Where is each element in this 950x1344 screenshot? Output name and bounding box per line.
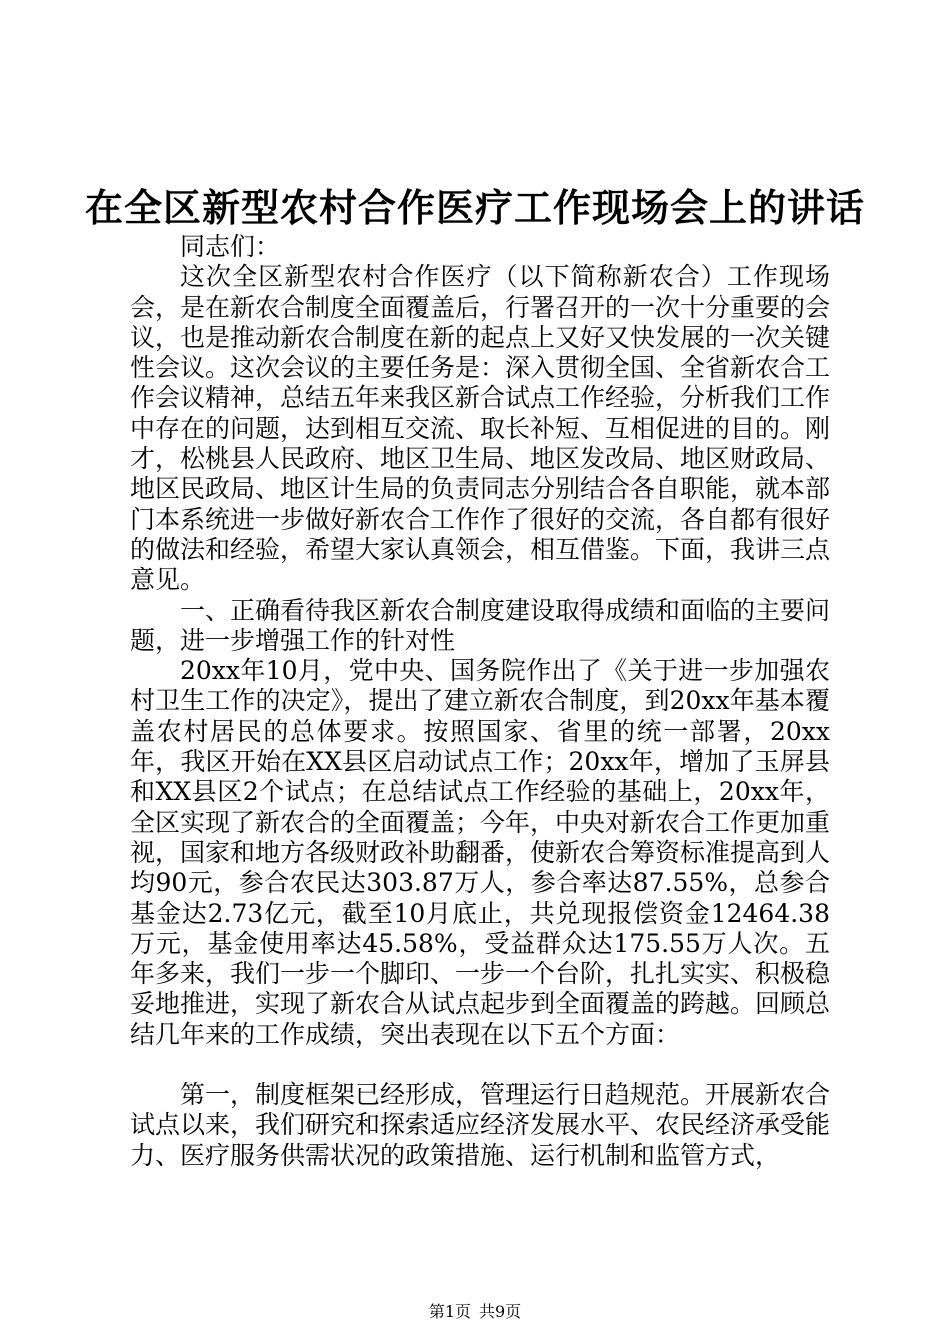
paragraph: 这次全区新型农村合作医疗（以下简称新农合）工作现场会，是在新农合制度全面覆盖后，行署召开的一次十分重要的会议，也是推动新农合制度在新的起点上又好又快发展的一次关键性会议。这次会议的主要任务是：深入贯彻全国、全省新农合工作会议精神，总结五年来我区新合试点工作经验，分析我们工作中存在的问题，达到相互交流、取长补短、互相促进的目的。刚才，松桃县人民政府、地区卫生局、地区发改局、地区财政局、地区民政局、地区计生局的负责同志分别结合各自职能，就本部门本系统进一步做好新农合工作作了很好的交流，各自都有很好的做法和经验，希望大家认真领会，相互借鉴。下面，我讲三点意见。 xyxy=(130,262,831,595)
paragraph: 20xx年10月，党中央、国务院作出了《关于进一步加强农村卫生工作的决定》，提出了建立新农合制度，到20xx年基本覆盖农村居民的总体要求。按照国家、省里的统一部署，20xx年，我区开始在XX县区启动试点工作；20xx年，增加了玉屏县和XX县区2个试点；在总结试点工作经验的基础上，20xx年，全区实现了新农合的全面覆盖；今年，中央对新农合工作更加重视，国家和地方各级财政补助翻番，使新农合筹资标准提高到人均90元，参合农民达303.87万人，参合率达87.55%，总参合基金达2.73亿元，截至10月底止，共兑现报偿资金12464.38万元，基金使用率达45.58%，受益群众达175.55万人次。五年多来，我们一步一个脚印、一步一个台阶，扎扎实实、积极稳妥地推进，实现了新农合从试点起步到全面覆盖的跨越。回顾总结几年来的工作成绩，突出表现在以下五个方面： xyxy=(130,656,831,1049)
paragraph: 第一，制度框架已经形成，管理运行日趋规范。开展新农合试点以来，我们研究和探索适应经济发展水平、农民经济承受能力、医疗服务供需状况的政策措施、运行机制和监管方式， xyxy=(130,1080,831,1170)
document-body xyxy=(130,232,830,1171)
section-heading: 一、正确看待我区新农合制度建设取得成绩和面临的主要问题，进一步增强工作的针对性 xyxy=(130,595,831,655)
page-total: 共9页 xyxy=(479,1302,522,1321)
document-title: 在全区新型农村合作医疗工作现场会上的讲话 xyxy=(84,185,865,230)
page-footer xyxy=(0,1302,950,1322)
salutation: 同志们： xyxy=(180,232,281,261)
page-number: 第1页 xyxy=(428,1302,471,1321)
